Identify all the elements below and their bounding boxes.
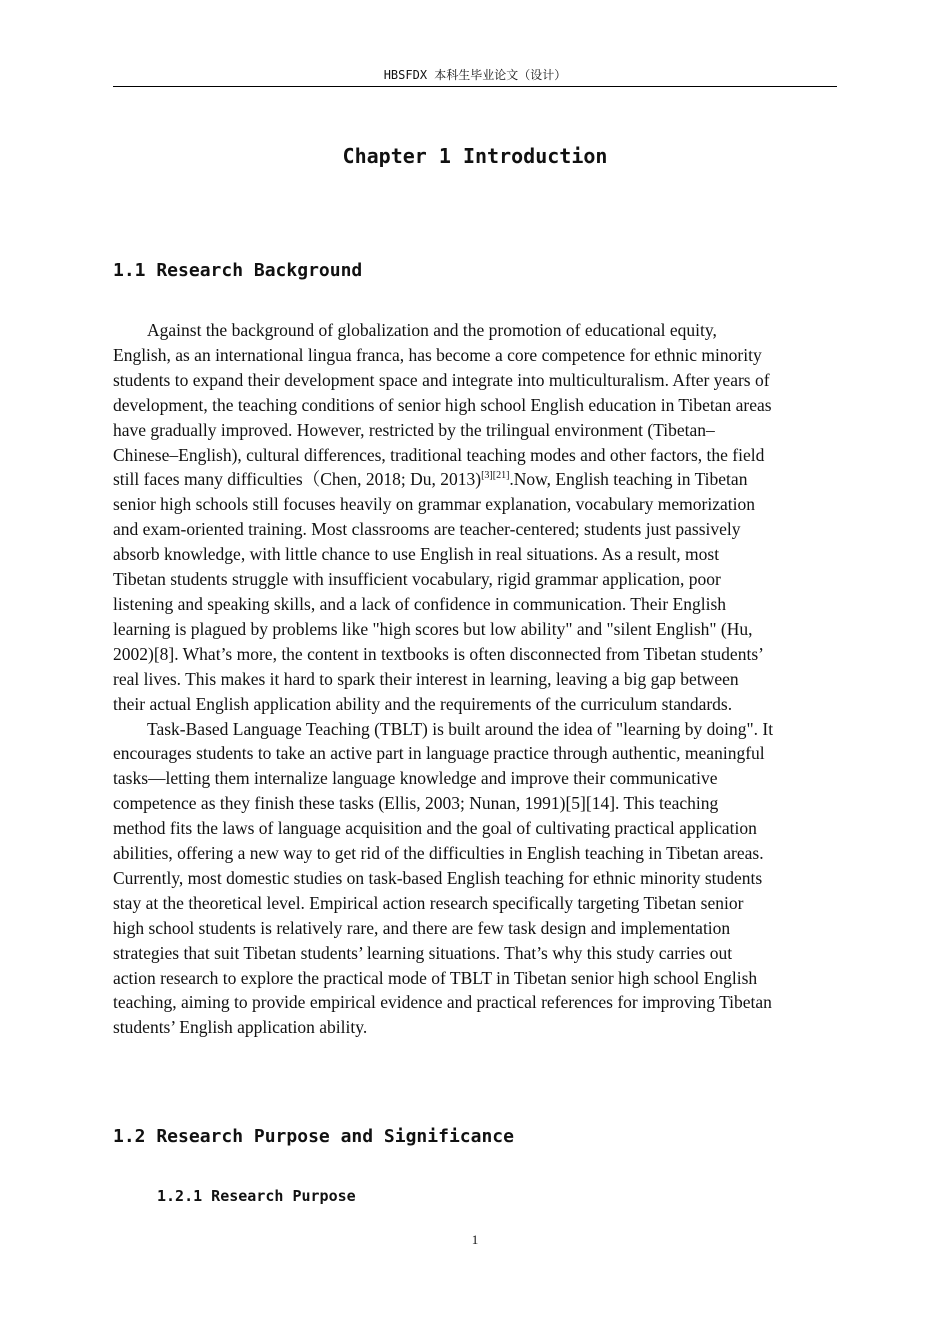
text-line: method fits the laws of language acquisition and the goal of cultivating practical application [113,818,757,839]
text-line: listening and speaking skills, and a lack of confidence in communication. Their English [113,593,727,614]
text-line: competence as they finish these tasks (Ellis, 2003; Nunan, 1991)[5][14]. This teaching [113,793,719,814]
text-line: learning is plagued by problems like "high scores but low ability" and "silent English" (Hu, [113,618,753,639]
text-line: 2002)[8]. What’s more, the content in textbooks is often disconnected from Tibetan students’ [113,643,764,664]
page-header: HBSFDX 本科生毕业论文（设计） [113,66,837,87]
text-line: Against the background of globalization and the promotion of educational equity, [147,320,717,340]
text-line: students’ English application ability. [113,1017,368,1038]
text-line: senior high schools still focuses heavily on grammar explanation, vocabulary memorization [113,494,755,515]
text-line: action research to explore the practical mode of TBLT in Tibetan senior high school English [113,967,758,988]
text-line: tasks—letting them internalize language knowledge and improve their communicative [113,768,718,789]
text-line: have gradually improved. However, restricted by the trilingual environment (Tibetan– [113,419,715,440]
text-line: Chinese–English), cultural differences, traditional teaching modes and other factors, the field [113,444,765,465]
text-line: Task-Based Language Teaching (TBLT) is built around the idea of "learning by doing". It [147,718,774,739]
paragraph-1 [113,318,837,717]
text-line: and exam-oriented training. Most classrooms are teacher-centered; students just passively [113,519,741,540]
page-number: 1 [471,1232,479,1247]
section-heading-purpose-significance: 1.2 Research Purpose and Significance [113,1126,514,1147]
text-line: students to expand their development space and integrate into multiculturalism. After years of [113,369,770,390]
text-line: absorb knowledge, with little chance to use English in real situations. As a result, most [113,544,720,565]
text-segment: .Now, English teaching in Tibetan [509,469,748,490]
text-line: real lives. This makes it hard to spark their interest in learning, leaving a big gap between [113,668,739,689]
text-line: stay at the theoretical level. Empirical action research specifically targeting Tibetan senior [113,892,744,913]
text-line: English, as an international lingua franca, has become a core competence for ethnic minority [113,344,762,365]
text-line: abilities, offering a new way to get rid of the difficulties in English teaching in Tibetan areas. [113,843,764,864]
text-line-with-citation [113,467,837,492]
section-heading-research-background: 1.1 Research Background [113,260,363,281]
text-line: encourages students to take an active part in language practice through authentic, meaningful [113,743,765,764]
text-line: Tibetan students struggle with insufficient vocabulary, rigid grammar application, poor [113,569,721,590]
research-background-text [113,318,837,1040]
chapter-title: Chapter 1 Introduction [342,144,608,168]
text-line: strategies that suit Tibetan students’ learning situations. That’s why this study carries out [113,942,733,963]
paragraph-2 [113,717,837,1041]
text-line: Currently, most domestic studies on task-based English teaching for ethnic minority students [113,867,763,888]
subsection-heading-research-purpose: 1.2.1 Research Purpose [157,1187,356,1205]
text-line: their actual English application ability and the requirements of the curriculum standards. [113,693,733,714]
citation-superscript: [3][21] [481,470,510,482]
text-segment: still faces many difficulties（Chen, 2018; Du, 2013) [113,469,482,490]
text-line: development, the teaching conditions of senior high school English education in Tibetan areas [113,394,772,415]
text-line: teaching, aiming to provide empirical evidence and practical references for improving Tibetan [113,992,772,1013]
text-line: high school students is relatively rare, and there are few task design and implementation [113,917,731,938]
